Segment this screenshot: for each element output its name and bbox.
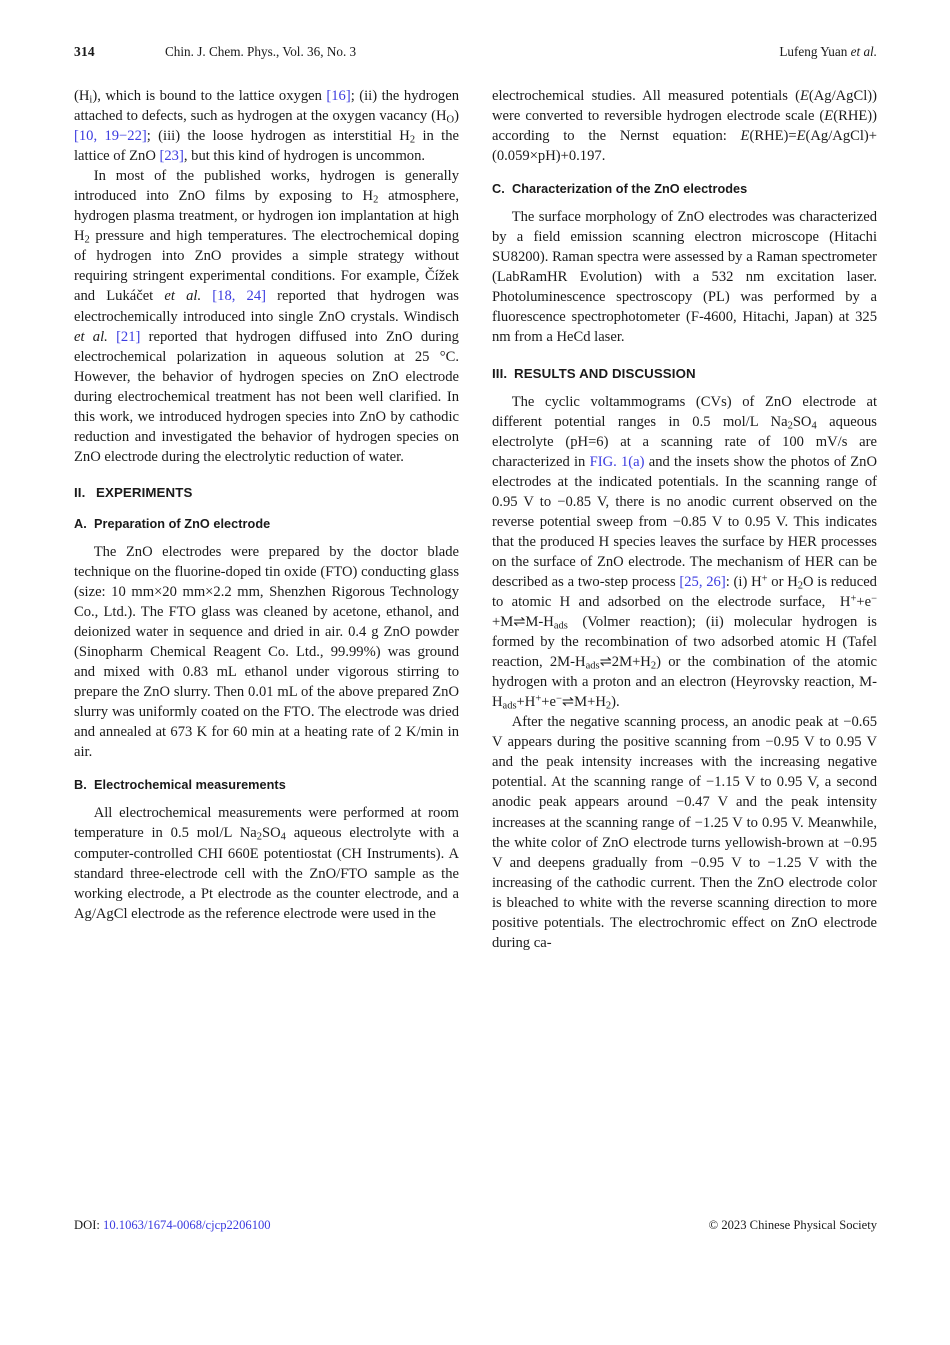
text-seg: aqueous electrolyte with a computer-controlled CHI 660E potentiostat (CH Instruments). A standard three-electrode cell with the ZnO/FTO sample as the working electrode, a Pt electrode as the counter electrode, and a Ag/AgCl electrode as the reference electrode were used in the (74, 825, 459, 922)
text-seg: +e (541, 694, 556, 711)
text-seg: (RHE)) according to the Nernst equation: (492, 108, 877, 145)
copyright-notice: © 2023 Chinese Physical Society (708, 1218, 877, 1232)
figure-link[interactable]: FIG. 1(a) (589, 453, 645, 470)
text-seg: (Volmer reaction); (ii) molecular hydrogen is formed by the recombination of two adsorbed atomic H (Tafel reaction, 2M-H (492, 614, 877, 671)
text-seg: +H (516, 694, 536, 711)
subsection-title: Electrochemical measurements (94, 778, 286, 793)
text-seg: ; (ii) the hydrogen attached to defects, such as hydrogen at the oxygen vacancy (H (74, 88, 460, 125)
subsection-number: C. (492, 182, 505, 197)
subsection-heading-measurements (74, 777, 459, 794)
text-seg (108, 329, 116, 345)
etal-italic: et al. (74, 328, 108, 345)
text-seg: ). (611, 694, 620, 711)
symbol-E: E (824, 108, 834, 125)
subscript: 2 (409, 134, 416, 146)
superscript: − (555, 693, 562, 705)
right-column (492, 86, 877, 953)
subscript: ads (553, 620, 568, 632)
superscript: + (761, 573, 768, 585)
doi-label: DOI: (74, 1218, 104, 1232)
text-seg: reported that hydrogen diffused into ZnO during electrochemical polarization in aqueous solution at 25 °C. However, the behavior of hydrogen species on ZnO electrode during electrochemical treatment has not been well clarified. In this work, we introduced hydrogen species into ZnO by cathodic reduction and investigated the behavior of hydrogen species on ZnO electrode during the electrolytic reduction of water. (74, 328, 459, 465)
symbol-E: E (796, 128, 806, 145)
text-seg: SO (792, 413, 812, 430)
text-seg: ) (454, 108, 459, 125)
authors-etal: et al. (850, 44, 877, 59)
superscript: − (871, 593, 877, 605)
subsection-title: Preparation of ZnO electrode (94, 516, 271, 531)
text-seg: reported that hydrogen was electrochemically introduced into single ZnO crystals. Windisch (74, 288, 459, 325)
text-seg: (Ag/AgCl)) were converted to reversible hydrogen electrode scale ( (492, 88, 877, 125)
subscript: 4 (280, 832, 286, 844)
subscript: O (446, 114, 455, 126)
text-seg: ) or the combination of the atomic hydrogen with a proton and an electron (Heyrovsky reaction, M-H (492, 654, 878, 711)
paragraph-potential-conversion (492, 86, 877, 166)
subscript: 2 (787, 420, 793, 432)
running-head (74, 44, 877, 64)
text-seg: ), which is bound to the lattice oxygen (92, 88, 327, 104)
citation-link[interactable]: [18, 24] (212, 288, 267, 305)
text-seg: In most of the published works, hydrogen is generally introduced into ZnO films by exposing to H (74, 168, 459, 205)
subsection-number: A. (74, 516, 87, 531)
subscript: 2 (650, 660, 657, 672)
text-seg: in the lattice of ZnO (74, 128, 459, 165)
paragraph-anodic-peak: After the negative scanning process, an anodic peak at −0.65 V appears during the positive scanning from −0.95 V to 0.95 V and the peak intensity increases with the increasing negative potential. At the scanning range of −1.15 V to 0.95 V, a second anodic peak appears around −0.47 V and the peak intensity increases at the scanning range of −1.25 V to 0.95 V. Meanwhile, the white color of ZnO electrode turns yellowish-brown at −0.95 V and deepens gradually from −0.95 V to −1.25 V with the increasing of the cathodic current. Then the ZnO electrode color is bleached to white with the reverse scanning direction to more positive potentials. The electrochromic effect on ZnO electrode during ca- (492, 714, 877, 951)
subsection-heading-characterization (492, 181, 877, 198)
subscript: 2 (256, 832, 262, 844)
citation-link[interactable]: [16] (326, 88, 351, 104)
text-seg: ; (iii) the loose hydrogen as interstitial H (146, 128, 410, 145)
text-seg: (Ag/AgCl)+(0.059×pH)+0.197. (492, 128, 877, 165)
etal-italic: et al. (164, 288, 202, 305)
text-seg: +e (856, 593, 872, 610)
section-title: EXPERIMENTS (96, 484, 193, 500)
citation-link[interactable]: [10, 19−22] (74, 128, 147, 145)
text-seg: +M⇌M-H (492, 614, 554, 631)
page-number: 314 (74, 44, 95, 59)
paragraph-cyclic-voltammograms (492, 392, 877, 713)
text-seg: All electrochemical measurements were performed at room temperature in 0.5 mol/L Na (74, 805, 459, 842)
authors-name: Lufeng Yuan (779, 44, 851, 59)
citation-link[interactable]: [25, 26] (679, 573, 726, 590)
text-seg (201, 288, 212, 304)
text-seg: : (i) H (725, 573, 762, 590)
section-number: II. (74, 484, 86, 500)
subscript: ads (585, 660, 600, 672)
subsection-heading-preparation (74, 516, 459, 533)
section-heading-results (492, 365, 877, 382)
subsection-number: B. (74, 778, 87, 793)
subscript: ads (502, 700, 517, 712)
subscript: 2 (605, 700, 612, 712)
citation-link[interactable]: [21] (116, 328, 141, 345)
paragraph-measurements (74, 803, 459, 923)
citation-link[interactable]: [23] (159, 148, 184, 165)
doi-line (74, 1218, 271, 1233)
section-title: RESULTS AND DISCUSSION (514, 365, 696, 381)
journal-citation: Chin. J. Chem. Phys., Vol. 36, No. 3 (165, 44, 357, 59)
text-seg: electrochemical studies. All measured potentials ( (492, 88, 800, 104)
text-seg: ⇌M+H (561, 694, 606, 711)
text-seg: (RHE)= (749, 128, 797, 145)
subscript: 4 (811, 420, 817, 432)
text-seg: or H (767, 573, 798, 590)
superscript: + (850, 593, 857, 605)
paragraph-published-works (74, 166, 459, 467)
text-seg: SO (261, 825, 281, 842)
text-seg: (H (74, 88, 90, 104)
subscript: 2 (373, 194, 379, 206)
subscript: i (89, 94, 93, 106)
subscript: 2 (84, 234, 90, 246)
text-seg: atmosphere, hydrogen plasma treatment, or hydrogen ion implantation at high H (74, 188, 459, 245)
section-number: III. (492, 365, 508, 381)
text-seg: , but this kind of hydrogen is uncommon. (183, 148, 426, 165)
symbol-E: E (799, 88, 809, 104)
section-heading-experiments (74, 484, 459, 501)
left-column (74, 86, 459, 924)
text-seg: The cyclic voltammograms (CVs) of ZnO electrode at different potential ranges in 0.5 mol/L Na (492, 393, 877, 430)
subsection-title: Characterization of the ZnO electrodes (512, 182, 748, 197)
paragraph-hydrogen-types (74, 86, 459, 166)
symbol-E: E (740, 128, 750, 145)
text-seg: pressure and high temperatures. The electrochemical doping of hydrogen into ZnO provides a simple strategy without requiring stringent experimental conditions. For example, Čížek and Lukáčet (74, 228, 459, 305)
superscript: + (535, 693, 542, 705)
paragraph-electrode-preparation: The ZnO electrodes were prepared by the doctor blade technique on the fluorine-doped tin oxide (FTO) conducting glass (size: 10 mm×20 mm×2.2 mm, Shenzhen Rigorous Technology Co., Ltd.). The FTO glass was cleaned by acetone, ethanol, and deionized water in sequence and dried in air. 0.4 g ZnO powder (Sinopharm Chemical Reagent Co. Ltd., 99.99%) was ground and mixed with 0.83 mL ethanol under vigorous stirring to prepare the ZnO slurry. Then 0.01 mL of the above prepared ZnO slurry was uniformly coated on the FTO. The electrode was dried and annealed at 673 K for 60 min at a heating rate of 2 K/min in air. (74, 543, 459, 761)
paragraph-characterization: The surface morphology of ZnO electrodes was characterized by a field emission scanning electron microscope (Hitachi SU8200). Raman spectra were assessed by a Raman spectrometer (LabRamHR Evolution) with a 532 nm excitation laser. Photoluminescence spectroscopy (PL) was performed by a fluorescence spectrophotometer (F-4600, Hitachi, Japan) at 325 nm from a HeCd laser. (492, 209, 877, 346)
subscript: 2 (797, 580, 803, 592)
text-seg: O is reduced to atomic H and adsorbed on the electrode surface, H (492, 573, 877, 610)
text-seg: ⇌2M+H (599, 654, 651, 671)
doi-link[interactable]: 10.1063/1674-0068/cjcp2206100 (103, 1218, 271, 1232)
text-seg: and the insets show the photos of ZnO electrodes at the indicated potentials. In the scanning range of 0.95 V to −0.85 V, there is no anodic current observed on the reverse potential sweep from −0.85 V to 0.95 V. This indicates that the produced H species leaves the surface by HER processes on the surface of ZnO electrode. The mechanism of HER can be described as a two-step process (492, 453, 877, 590)
running-head-authors (779, 44, 877, 60)
text-seg: aqueous electrolyte (pH=6) at a scanning rate of 100 mV/s are characterized in (492, 413, 877, 470)
